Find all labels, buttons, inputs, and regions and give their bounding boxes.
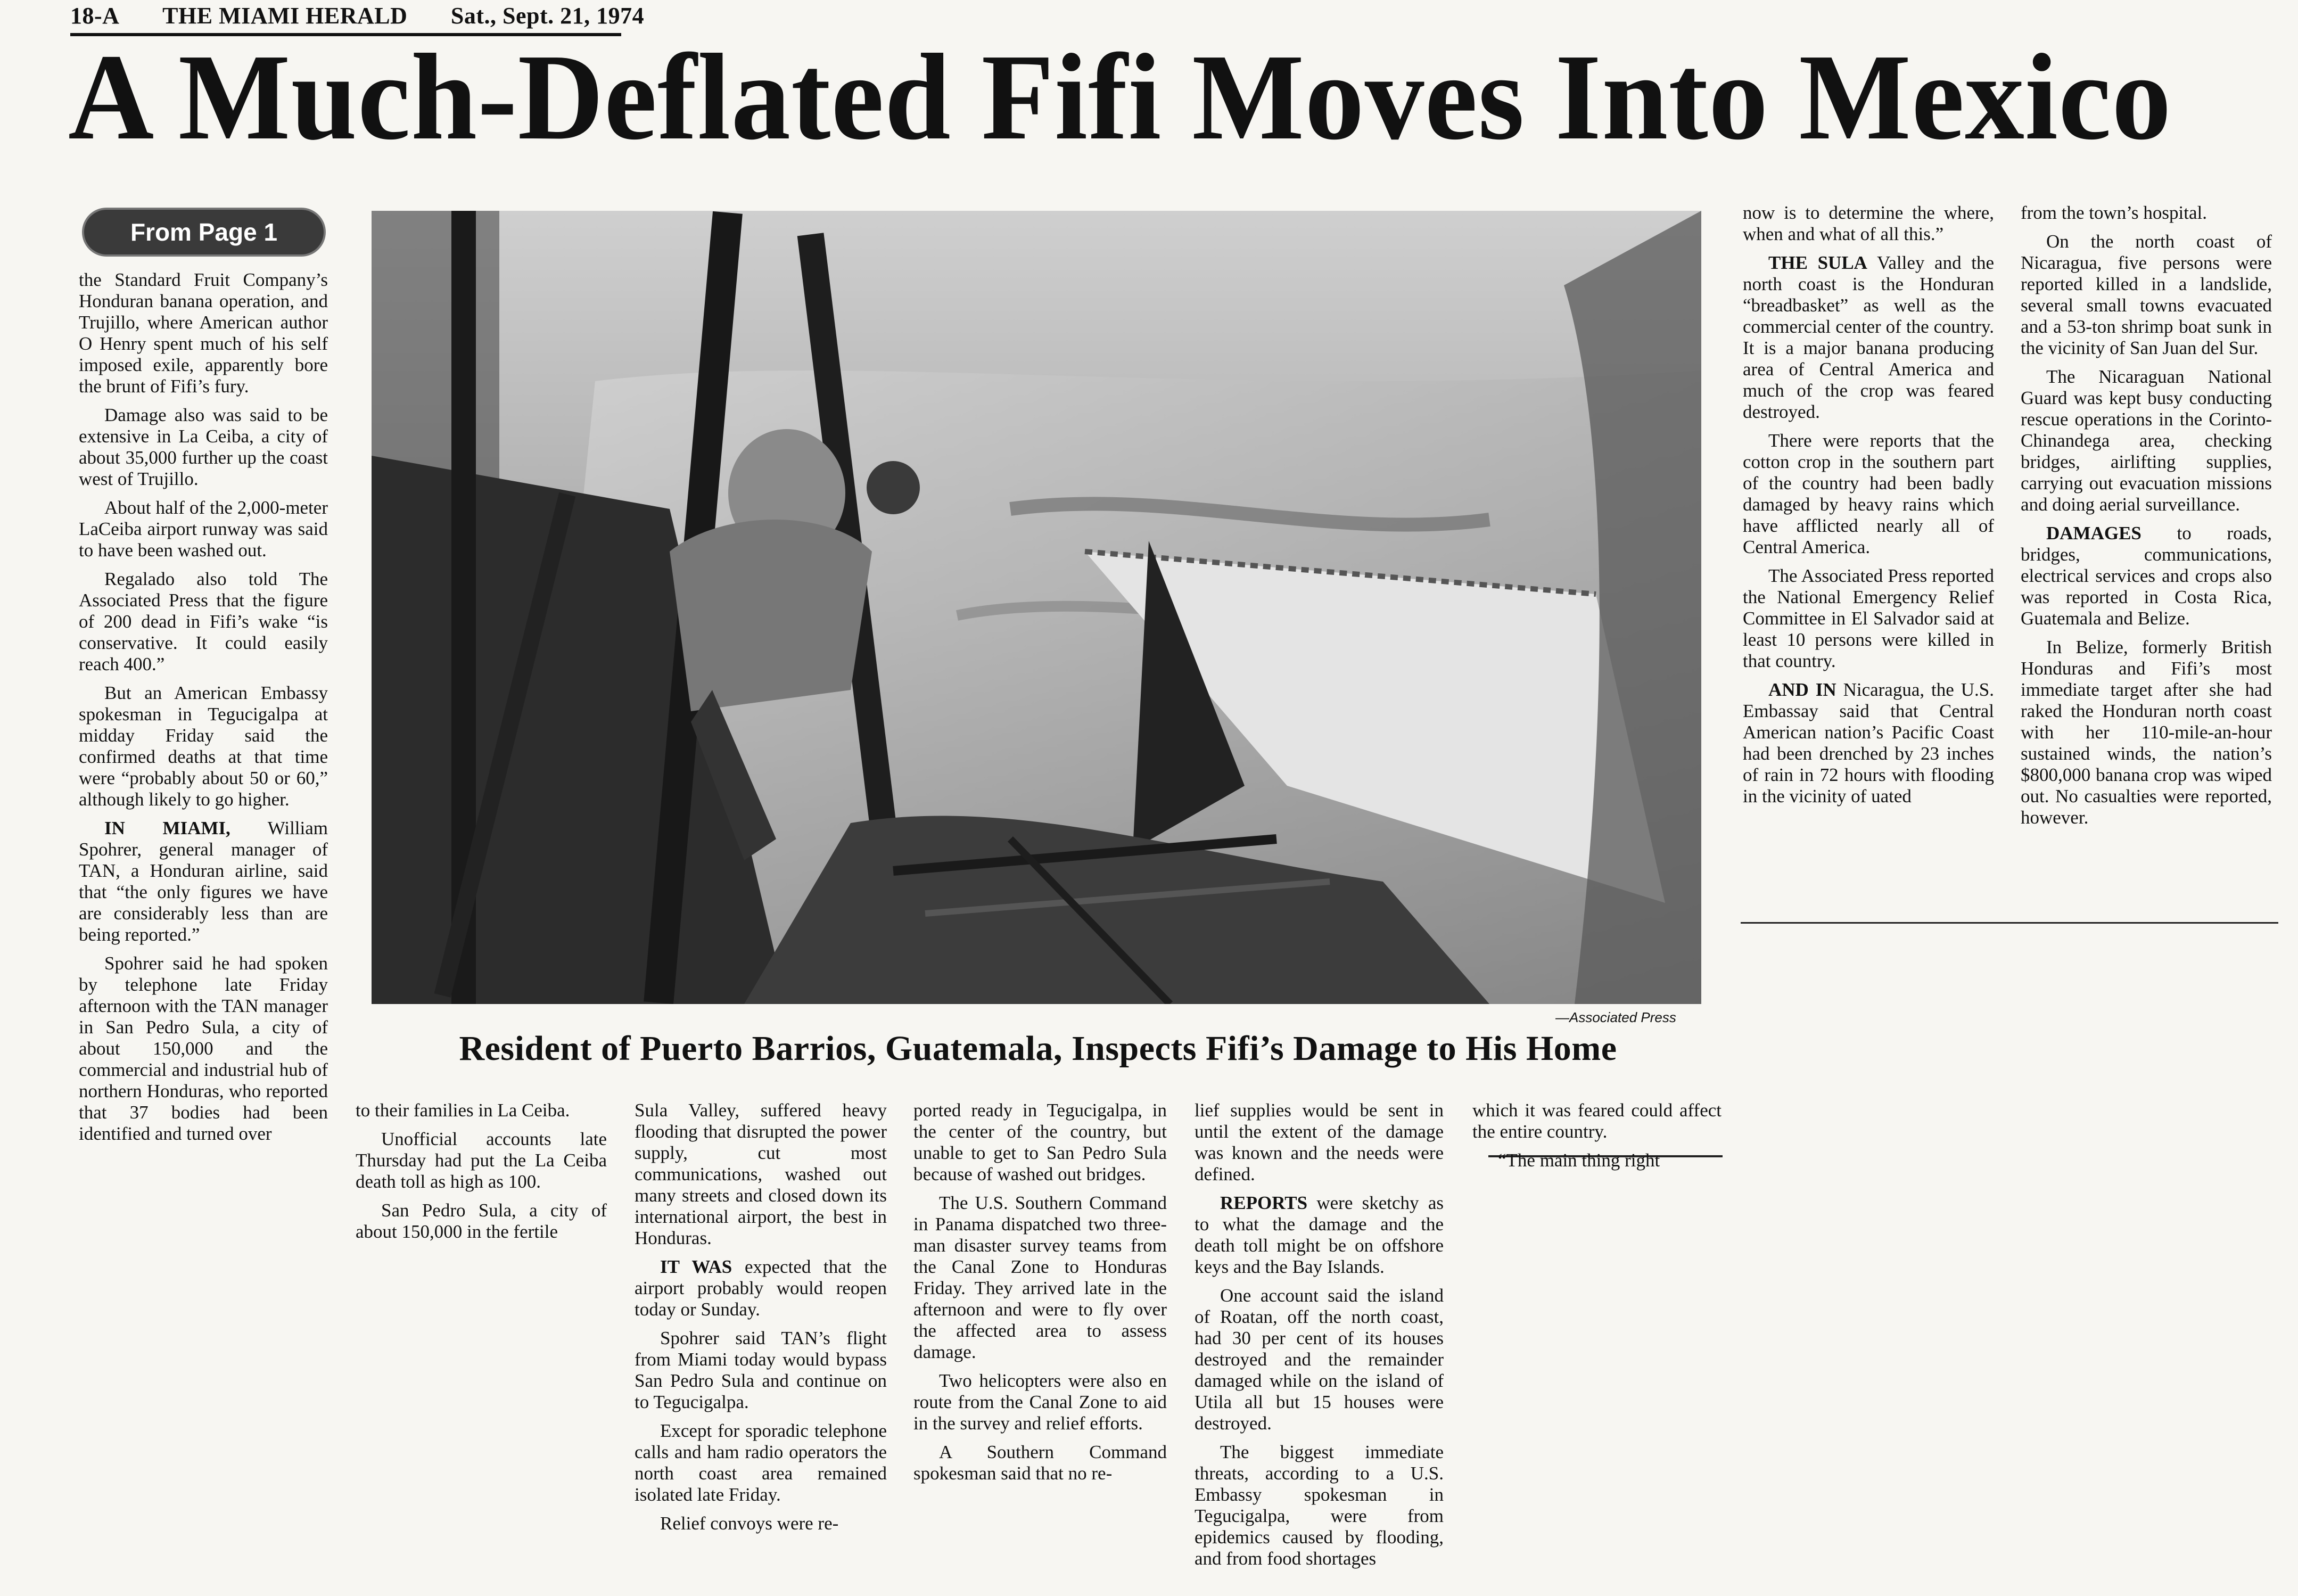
paragraph: “The main thing right <box>1498 1150 1660 1171</box>
paragraph: On the north coast of Nicaragua, five persons were reported killed in a landslide, several small towns evacuated and a 53-ton shrimp boat sunk in the vicinity of San Juan del Sur. <box>2021 231 2272 358</box>
paragraph: Sula Valley, suffered heavy flooding that disrupted the power supply, cut most communications, washed out many streets and closed down its international airport, the best in Honduras. <box>635 1100 887 1248</box>
column-5 <box>1195 1100 1444 1577</box>
paragraph: The Nicaraguan National Guard was kept busy conducting rescue operations in the Corinto-Chinandega area, checking bridges, airlifting supplies, carrying out evacuation missions and doing aerial surveillance. <box>2021 366 2272 515</box>
paragraph <box>1743 252 1994 423</box>
paragraph: the Standard Fruit Company’s Honduran banana operation, and Trujillo, where American author O Henry spent much of his self imposed exile, apparently bore the brunt of Fifi’s fury. <box>79 269 328 397</box>
paragraph-lead: DAMAGES <box>2046 523 2141 544</box>
paragraph-text: William Spohrer, general manager of TAN, a Honduran airline, said that “the only figures we have are considerably less than are being reported.” <box>79 818 328 945</box>
page-number: 18-A <box>70 3 120 29</box>
paragraph-text: Valley and the north coast is the Honduran “breadbasket” as well as the commercial center of the country. It is a major banana producing area of Central America and much of the crop was feared destroyed. <box>1743 252 1994 422</box>
paragraph-lead: THE SULA <box>1768 252 1867 273</box>
paragraph-text: Nicaragua, the U.S. Embassay said that Central American nation’s Pacific Coast had been drenched by 23 inches of rain in 72 hours with flooding in the vicinity of uated <box>1743 679 1994 807</box>
paragraph-lead: IT WAS <box>660 1256 732 1277</box>
paragraph: Spohrer said TAN’s flight from Miami today would bypass San Pedro Sula and continue on to Tegucigalpa. <box>635 1328 887 1412</box>
from-page-badge: From Page 1 <box>84 210 324 254</box>
paragraph: lief supplies would be sent in until the extent of the damage was known and the needs were defined. <box>1195 1100 1444 1184</box>
column-7 <box>1743 202 1994 815</box>
paragraph: now is to determine the where, when and what of all this.” <box>1743 202 1994 244</box>
paragraph <box>635 1256 887 1320</box>
photo-credit: —Associated Press <box>1555 1009 1676 1025</box>
column-2 <box>356 1100 607 1250</box>
paragraph: which it was feared could affect the entire country. <box>1472 1100 1722 1142</box>
paragraph <box>1195 1192 1444 1278</box>
paragraph-lead: REPORTS <box>1220 1192 1308 1213</box>
paragraph: San Pedro Sula, a city of about 150,000 in the fertile <box>356 1200 607 1242</box>
paragraph: Spohrer said he had spoken by telephone late Friday afternoon with the TAN manager in San Pedro Sula, a city of about 150,000 and the commercial and industrial hub of northern Honduras, who reported that 37 bodies had been identified and turned over <box>79 953 328 1144</box>
column-1 <box>79 269 328 1152</box>
paragraph: The U.S. Southern Command in Panama dispatched two three-man disaster survey teams from the Canal Zone to Honduras Friday. They arrived late in the afternoon and were to fly over the affected area to assess damage. <box>913 1192 1167 1362</box>
paragraph-lead: AND IN <box>1768 679 1836 700</box>
headline: A Much-Deflated Fifi Moves Into Mexico <box>68 29 2172 166</box>
paragraph-text: to roads, bridges, communications, electrical services and crops also was reported in Costa Rica, Guatemala and Belize. <box>2021 523 2272 629</box>
paragraph: Except for sporadic telephone calls and ham radio operators the north coast area remained isolated late Friday. <box>635 1420 887 1505</box>
paragraph: The Associated Press reported the National Emergency Relief Committee in El Salvador said at least 10 persons were killed in that country. <box>1743 565 1994 671</box>
column-4 <box>913 1100 1167 1492</box>
folio-line <box>70 2 681 29</box>
column-8 <box>2021 202 2272 836</box>
paragraph: A Southern Command spokesman said that no re- <box>913 1442 1167 1484</box>
paragraph: There were reports that the cotton crop in the southern part of the country had been badly damaged by heavy rains which have afflicted nearly all of Central America. <box>1743 430 1994 557</box>
paragraph <box>2021 523 2272 629</box>
paragraph: Damage also was said to be extensive in La Ceiba, a city of about 35,000 further up the coast west of Trujillo. <box>79 405 328 489</box>
paragraph: Regalado also told The Associated Press that the figure of 200 dead in Fifi’s wake “is conservative. It could easily reach 400.” <box>79 569 328 674</box>
column-end-rule <box>1741 922 2278 924</box>
paragraph-lead: IN MIAMI, <box>104 818 230 838</box>
paragraph-text: expected that the airport probably would reopen today or Sunday. <box>635 1256 887 1320</box>
paragraph: The biggest immediate threats, according to a U.S. Embassy spokesman in Tegucigalpa, were from epidemics caused by flooding, and from food shortages <box>1195 1442 1444 1569</box>
column-3 <box>635 1100 887 1542</box>
paragraph: About half of the 2,000-meter LaCeiba airport runway was said to have been washed out. <box>79 497 328 561</box>
paragraph: from the town’s hospital. <box>2021 202 2207 223</box>
paragraph <box>1743 679 1994 807</box>
paragraph: In Belize, formerly British Honduras and Fifi’s most immediate target after she had raked the Honduran north coast with her 110-mile-an-hour sustained winds, the nation’s $800,000 banana crop was wiped out. No casualties were reported, however. <box>2021 637 2272 828</box>
paragraph: One account said the island of Roatan, off the north coast, had 30 per cent of its houses destroyed and the remainder damaged while on the island of Utila all but 15 houses were destroyed. <box>1195 1285 1444 1434</box>
paragraph: to their families in La Ceiba. <box>356 1100 570 1121</box>
paragraph: Two helicopters were also en route from the Canal Zone to aid in the survey and relief efforts. <box>913 1370 1167 1434</box>
column-6 <box>1472 1100 1722 1179</box>
paragraph: Relief convoys were re- <box>660 1513 839 1534</box>
paragraph <box>79 818 328 945</box>
paragraph: But an American Embassy spokesman in Tegucigalpa at midday Friday said the confirmed deaths at that time were “probably about 50 or 60,” although likely to go higher. <box>79 682 328 810</box>
paragraph-text: were sketchy as to what the damage and the death toll might be on offshore keys and the Bay Islands. <box>1195 1192 1444 1277</box>
photo-image <box>372 211 1701 1004</box>
paragraph: Unofficial accounts late Thursday had put the La Ceiba death toll as high as 100. <box>356 1129 607 1192</box>
news-photo <box>372 211 1701 1004</box>
issue-date: Sat., Sept. 21, 1974 <box>450 3 645 29</box>
photo-caption: Resident of Puerto Barrios, Guatemala, Inspects Fifi’s Damage to His Home <box>459 1029 1617 1068</box>
newspaper-name: THE MIAMI HERALD <box>162 3 408 29</box>
paragraph: ported ready in Tegucigalpa, in the center of the country, but unable to get to San Pedro Sula because of washed out bridges. <box>913 1100 1167 1184</box>
